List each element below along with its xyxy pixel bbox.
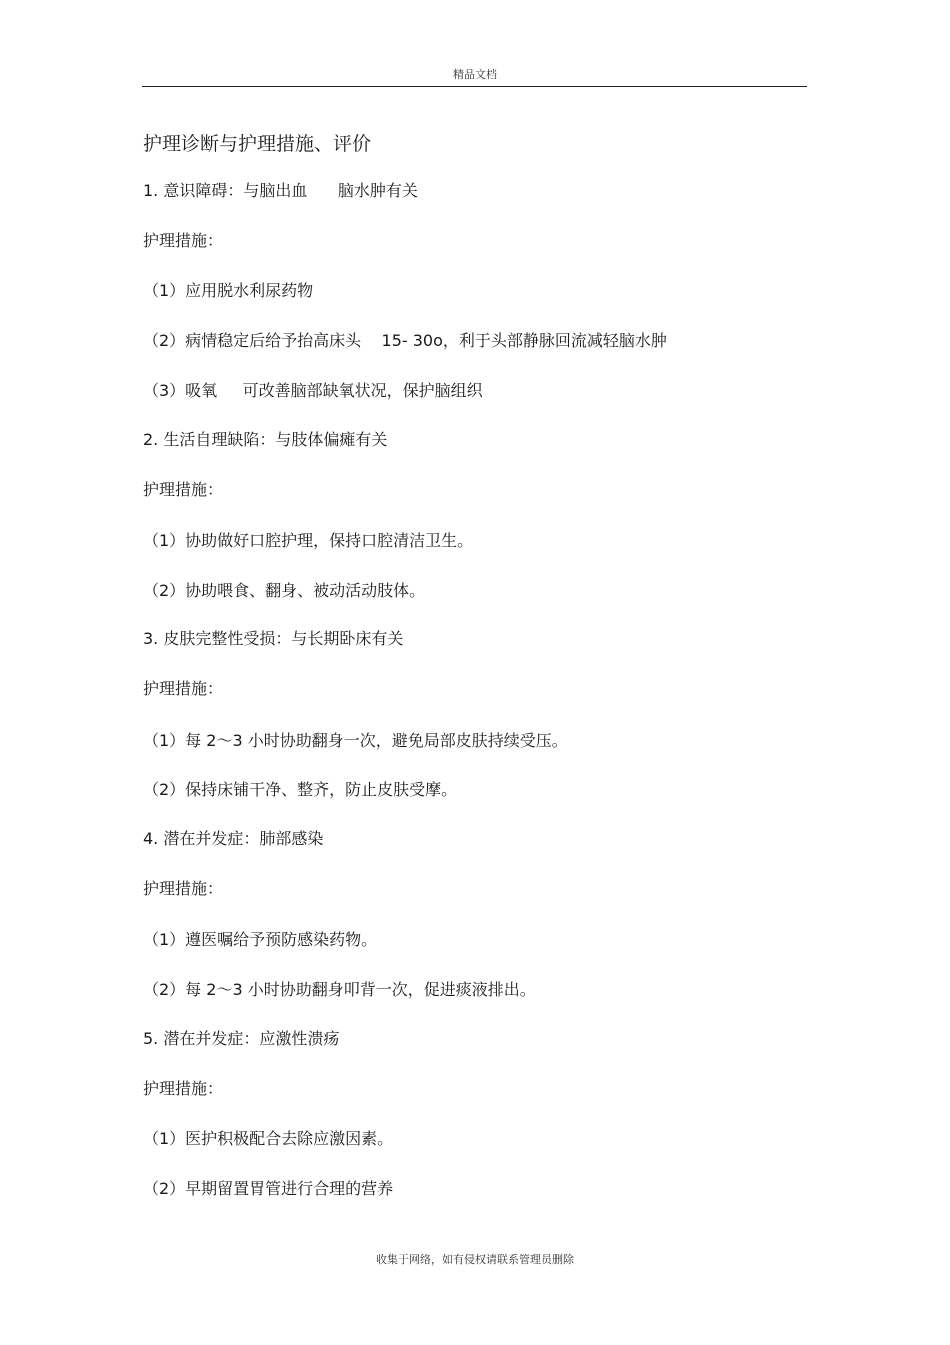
measure-item: （2）早期留置胃管进行合理的营养: [143, 1179, 394, 1198]
header-divider: [142, 86, 807, 87]
measure-item: （1）医护积极配合去除应激因素。: [143, 1129, 394, 1148]
measure-item: （1）应用脱水利尿药物: [143, 281, 314, 300]
measure-item: （2）每 2～3 小时协助翻身叩背一次，促进痰液排出。: [143, 980, 536, 999]
measures-label-2: 护理措施：: [143, 480, 224, 499]
measure-item: （1）遵医嘱给予预防感染药物。: [143, 930, 378, 949]
measure-item: （1）协助做好口腔护理，保持口腔清洁卫生。: [143, 531, 474, 550]
measure-item: （1）每 2～3 小时协助翻身一次，避免局部皮肤持续受压。: [143, 731, 568, 750]
measure-item: （3）吸氧 可改善脑部缺氧状况，保护脑组织: [143, 381, 483, 400]
measures-label-1: 护理措施：: [143, 231, 224, 250]
diagnosis-heading-1: 1. 意识障碍：与脑出血 脑水肿有关: [143, 181, 418, 200]
document-title: 护理诊断与护理措施、评价: [143, 133, 372, 155]
measures-label-4: 护理措施：: [143, 879, 224, 898]
measure-item: （2）病情稳定后给予抬高床头 15- 30o，利于头部静脉回流减轻脑水肿: [143, 331, 667, 350]
page-footer: 收集于网络，如有侵权请联系管理员删除: [376, 1253, 574, 1266]
diagnosis-heading-4: 4. 潜在并发症：肺部感染: [143, 829, 324, 848]
measures-label-3: 护理措施：: [143, 679, 224, 698]
diagnosis-heading-2: 2. 生活自理缺陷：与肢体偏瘫有关: [143, 430, 388, 449]
measure-item: （2）协助喂食、翻身、被动活动肢体。: [143, 581, 426, 600]
diagnosis-heading-5: 5. 潜在并发症：应激性溃疡: [143, 1029, 340, 1048]
measures-label-5: 护理措施：: [143, 1079, 224, 1098]
measure-item: （2）保持床铺干净、整齐，防止皮肤受摩。: [143, 780, 458, 799]
page-header: 精品文档: [453, 68, 497, 81]
diagnosis-heading-3: 3. 皮肤完整性受损：与长期卧床有关: [143, 629, 404, 648]
